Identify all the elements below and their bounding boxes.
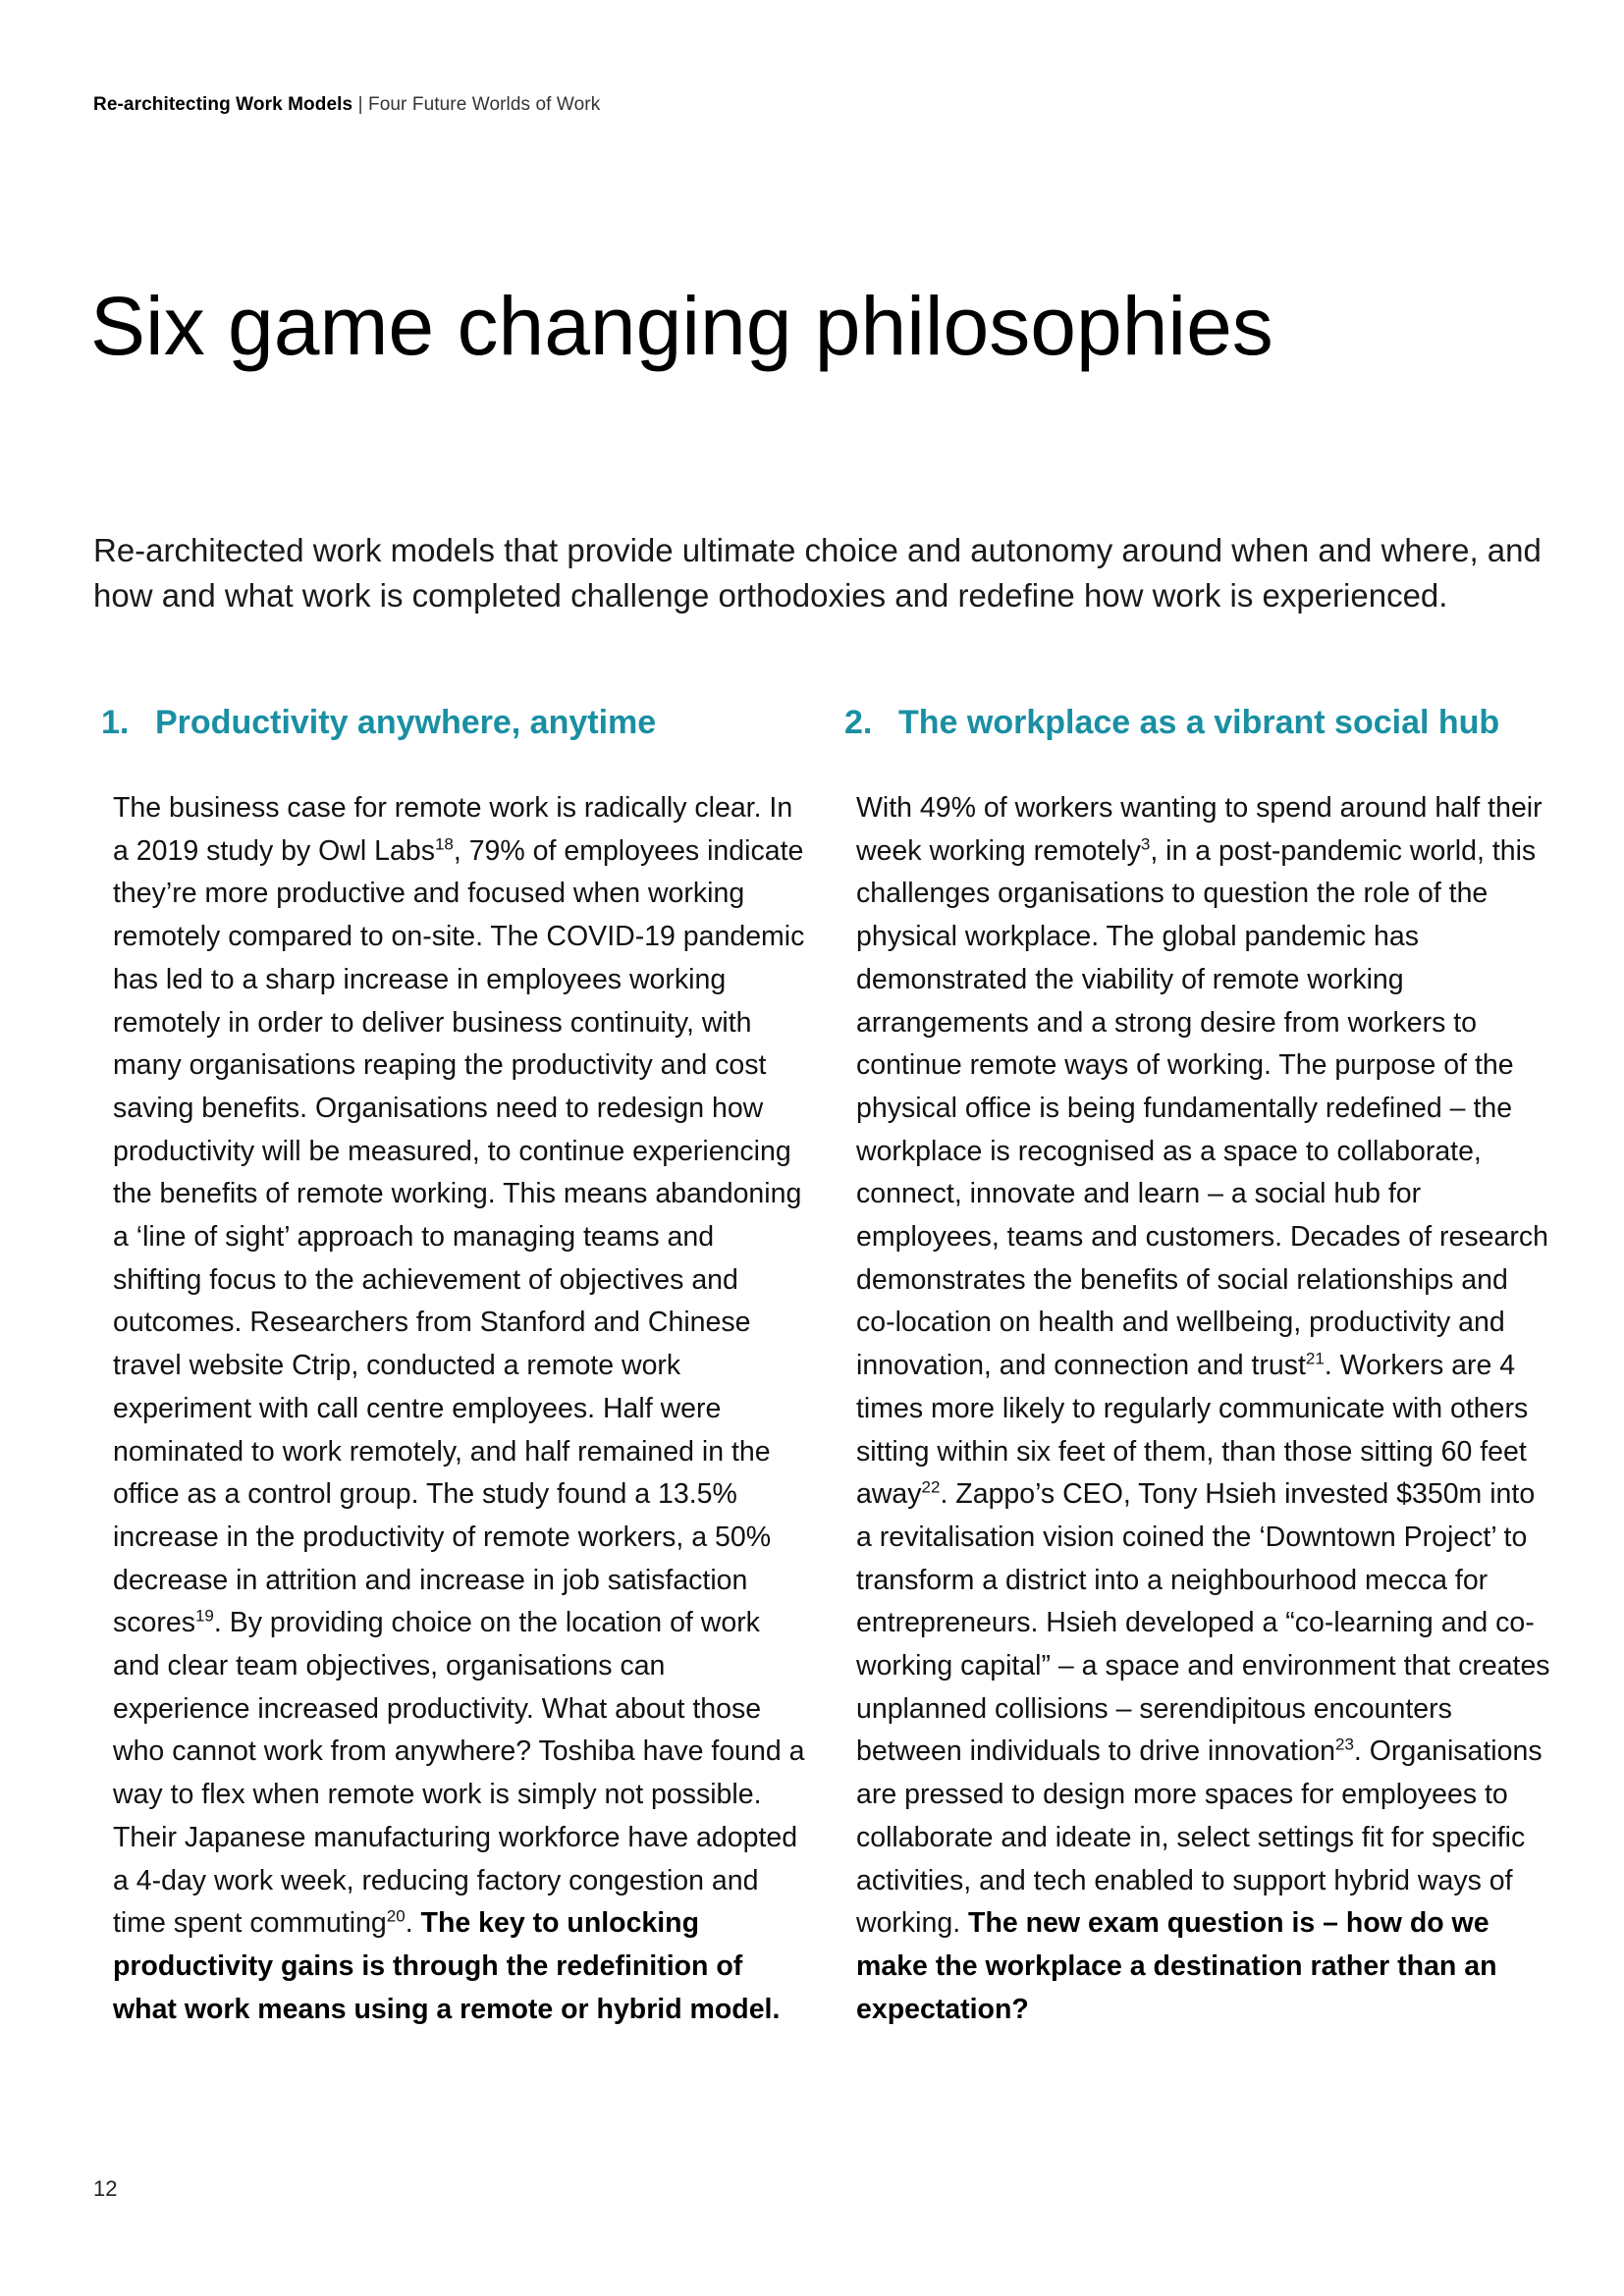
header-report-title: Re-architecting Work Models (93, 94, 353, 115)
section-title: Productivity anywhere, anytime (155, 704, 657, 741)
section-productivity (101, 699, 808, 2031)
footnote-ref: 23 (1334, 1735, 1354, 1754)
footnote-ref: 19 (194, 1606, 214, 1626)
footnote-ref: 3 (1140, 834, 1151, 854)
header-separator: | (357, 94, 363, 115)
body-text: The business case for remote work is radically clear. In a 2019 study by Owl Labs (113, 792, 793, 867)
footnote-ref: 22 (921, 1477, 941, 1497)
key-takeaway: The key to unlocking productivity gains is through the redefinition of what work means using a remote or hybrid model. (113, 1907, 781, 2025)
body-text: , 79% of employees indicate they’re more productive and focused when working remotely compared to on-site. The COVID-19 pandemic has led to a sharp increase in employees working remotely in order to deliver business continuity, with many organisations reaping the productivity and cost saving benefits. Organisations need to redesign how productivity will be measured, to continue experiencing the benefits of remote working. This means abandoning a ‘line of sight’ approach to managing teams and shifting focus to the achievement of objectives and outcomes. Researchers from Stanford and Chinese travel website Ctrip, conducted a remote work experiment with call centre employees. Half were nominated to work remotely, and half remained in the office as a control group. The study found a 13.5% increase in the productivity of remote workers, a 50% decrease in attrition and increase in job satisfaction scores (113, 834, 805, 1639)
page-number: 12 (93, 2176, 118, 2201)
section-title: The workplace as a vibrant social hub (898, 704, 1500, 741)
section-body (856, 787, 1551, 2031)
body-text: . By providing choice on the location of work and clear team objectives, organisations can experience increased productivity. What about those who cannot work from anywhere? Toshiba have found a way to flex when remote work is simply not possible. Their Japanese manufacturing workforce have adopted a 4-day work week, reducing factory congestion and time spent commuting (113, 1607, 805, 1940)
footnote-ref: 18 (434, 834, 454, 854)
section-social-hub (844, 699, 1551, 2031)
section-number: 1. (101, 704, 130, 741)
body-text: With 49% of workers wanting to spend around half their week working remotely (856, 792, 1543, 867)
body-text: . Zappo’s CEO, Tony Hsieh invested $350m into a revitalisation vision coined the ‘Downtown Project’ to transform a district into a neighbourhood mecca for entrepreneurs. Hsieh developed a “co-learning and co-working capital” – a space and environment that creates unplanned collisions – serendipitous encounters between individuals to drive innovation (856, 1478, 1550, 1768)
body-text: . Organisations are pressed to design more spaces for employees to collaborate and ideate in, select settings fit for specific activities, and tech enabled to support hybrid ways of working. (856, 1735, 1543, 1940)
intro-paragraph: Re-architected work models that provide ultimate choice and autonomy around when and where, and how and what work is completed challenge orthodoxies and redefine how work is experienced. (93, 532, 1542, 614)
header-section-title: Four Future Worlds of Work (368, 94, 601, 115)
section-number: 2. (844, 704, 873, 741)
body-text: . Workers are 4 times more likely to regularly communicate with others sitting within six feet of them, than those sitting 60 feet away (856, 1350, 1529, 1511)
body-text: . (405, 1907, 421, 1940)
footnote-ref: 20 (386, 1906, 406, 1926)
body-text: , in a post-pandemic world, this challenges organisations to question the role of the physical workplace. The global pandemic has demonstrated the viability of remote working arrangements and a strong desire from workers to continue remote ways of working. The purpose of the physical office is being fundamentally redefined – the workplace is recognised as a space to collaborate, connect, innovate and learn – a social hub for employees, teams and customers. Decades of research demonstrates the benefits of social relationships and co-location on health and wellbeing, productivity and innovation, and connection and trust (856, 834, 1548, 1382)
page-title: Six game changing philosophies (90, 280, 1273, 372)
key-takeaway: The new exam question is – how do we make the workplace a destination rather than an expectation? (856, 1907, 1497, 2025)
footnote-ref: 21 (1305, 1349, 1325, 1368)
running-header (93, 94, 600, 116)
section-heading (101, 699, 808, 746)
section-body (113, 787, 808, 2031)
section-heading (844, 699, 1551, 746)
